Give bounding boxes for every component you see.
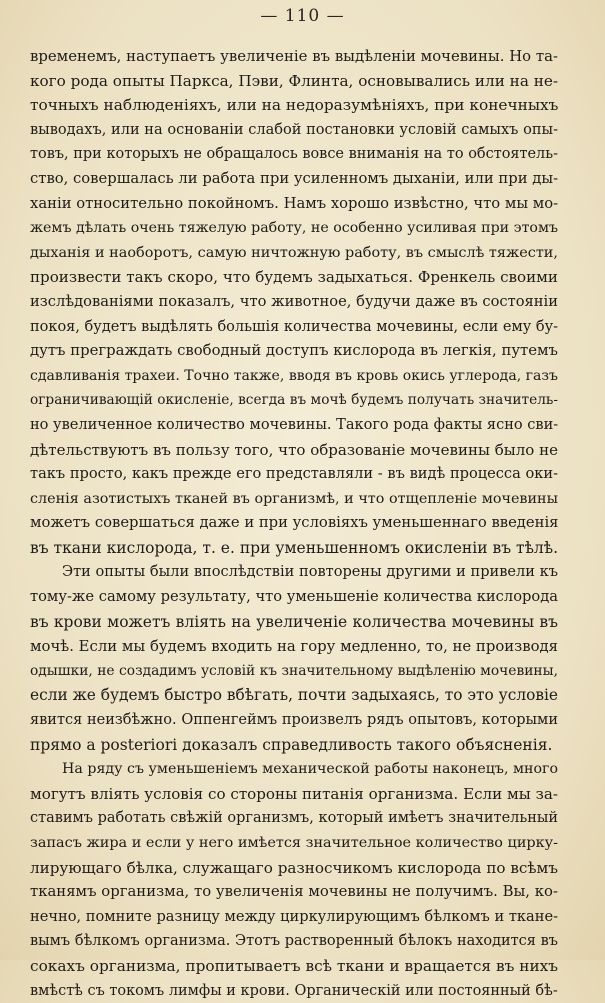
text-line: можетъ совершаться даже и при условiяхъ уменьшеннаго введенiя — [30, 514, 558, 532]
text-line: точныхъ наблюденiяхъ, или на недоразумѣнiяхъ, при конечныхъ — [30, 96, 558, 115]
text-line: вымъ бѣлкомъ организма. Этотъ растворенный бѣлокъ находится въ — [30, 933, 558, 950]
text-line: запасъ жира и если у него имѣется значительное количество цирку- — [30, 835, 558, 851]
text-line: кого рода опыты Паркса, Пэви, Флинта, основывались или на не- — [30, 71, 558, 90]
text-line: ограничивающiй окисленiе, всегда въ мочѣ будемъ получать значитель- — [30, 392, 558, 409]
text-line: такъ просто, какъ прежде его представляли - въ видѣ процесса оки- — [30, 465, 558, 483]
text-line: но увеличенное количество мочевины. Такого рода факты ясно сви- — [30, 416, 558, 433]
text-line: дутъ преграждать свободный доступъ кислорода въ легкiя, путемъ — [30, 342, 558, 360]
page-text — [30, 44, 558, 1003]
text-line: ставимъ работать свѣжiй организмъ, который имѣетъ значительный — [30, 810, 558, 827]
text-line: изслѣдованiями показалъ, что животное, будучи даже въ состоянiи — [30, 292, 558, 310]
text-line: сдавливанiя трахеи. Точно также, вводя въ кровь окись углерода, газъ — [30, 367, 558, 384]
text-line: жемъ дѣлать очень тяжелую работу, не особенно усиливая при этомъ — [30, 220, 558, 237]
paragraph — [30, 44, 558, 560]
text-line: сокахъ организма, пропитываетъ всѣ ткани и вращается въ нихъ — [30, 956, 558, 975]
text-line: въ ткани кислорода, т. е. при уменьшенномъ окисленiи въ тѣлѣ. — [30, 538, 558, 557]
text-line: Эти опыты были впослѣдствiи повторены другими и привели къ — [62, 563, 558, 581]
text-line: покоя, будетъ выдѣлять большiя количества мочевины, если ему бу- — [30, 318, 558, 335]
text-line: явится неизбѣжно. Оппенгеймъ произвелъ рядъ опытовъ, которыми — [30, 712, 558, 729]
text-line: тканямъ организма, то увеличенiя мочевины не получимъ. Вы, ко- — [30, 883, 558, 901]
text-line: ство, совершалась ли работа при усиленномъ дыханiи, или при ды- — [30, 169, 558, 187]
text-line: въ крови можетъ влiять на увеличенiе количества мочевины въ — [30, 612, 558, 631]
text-line: прямо a posteriori доказалъ справедливость такого объясненiя. — [30, 735, 553, 754]
paragraph — [30, 757, 558, 1003]
text-line: нечно, помните разницу между циркулирующимъ бѣлкомъ и ткане- — [30, 907, 558, 925]
text-line: выводахъ, или на основанiи слабой постановки условiй самыхъ опы- — [30, 121, 558, 138]
page-number: — 110 — — [260, 6, 345, 26]
text-line: вмѣстѣ съ токомъ лимфы и крови. Органическiй или постоянный бѣ- — [30, 982, 558, 999]
text-line: временемъ, наступаетъ увеличенiе въ выдѣленiи мочевины. Но та- — [30, 47, 558, 65]
paragraph — [30, 560, 558, 757]
text-line: На ряду съ уменьшенiемъ механической работы наконецъ, много — [62, 761, 558, 778]
text-line: одышки, не создадимъ условiй къ значительному выдѣленiю мочевины, — [30, 662, 558, 679]
text-line: ханiи относительно покойномъ. Намъ хорошо извѣстно, что мы мо- — [30, 194, 558, 212]
text-line: тому-же самому результату, что уменьшенiе количества кислорода — [30, 588, 558, 606]
text-line: лирующаго бѣлка, служащаго разносчикомъ кислорода по всѣмъ — [30, 858, 558, 877]
text-line: дыханiя и наоборотъ, самую ничтожную работу, въ смыслѣ тяжести, — [30, 244, 558, 261]
text-line: произвести такъ скоро, что будемъ задыхаться. Френкель своими — [30, 268, 558, 287]
text-line: могутъ влiять условiя со стороны питанiя организма. Если мы за- — [30, 784, 558, 803]
text-line: товъ, при которыхъ не обращалось вовсе вниманiя на то обстоятель- — [30, 146, 558, 163]
text-line: сленiя азотистыхъ тканей въ организмѣ, и что отщепленiе мочевины — [30, 490, 558, 507]
text-line: если же будемъ быстро вбѣгать, почти задыхаясь, то это условiе — [30, 686, 558, 705]
text-line: дѣтельствуютъ въ пользу того, что образованiе мочевины было не — [30, 440, 558, 459]
text-line: мочѣ. Если мы будемъ входить на гору медленно, то, не производя — [30, 637, 558, 656]
